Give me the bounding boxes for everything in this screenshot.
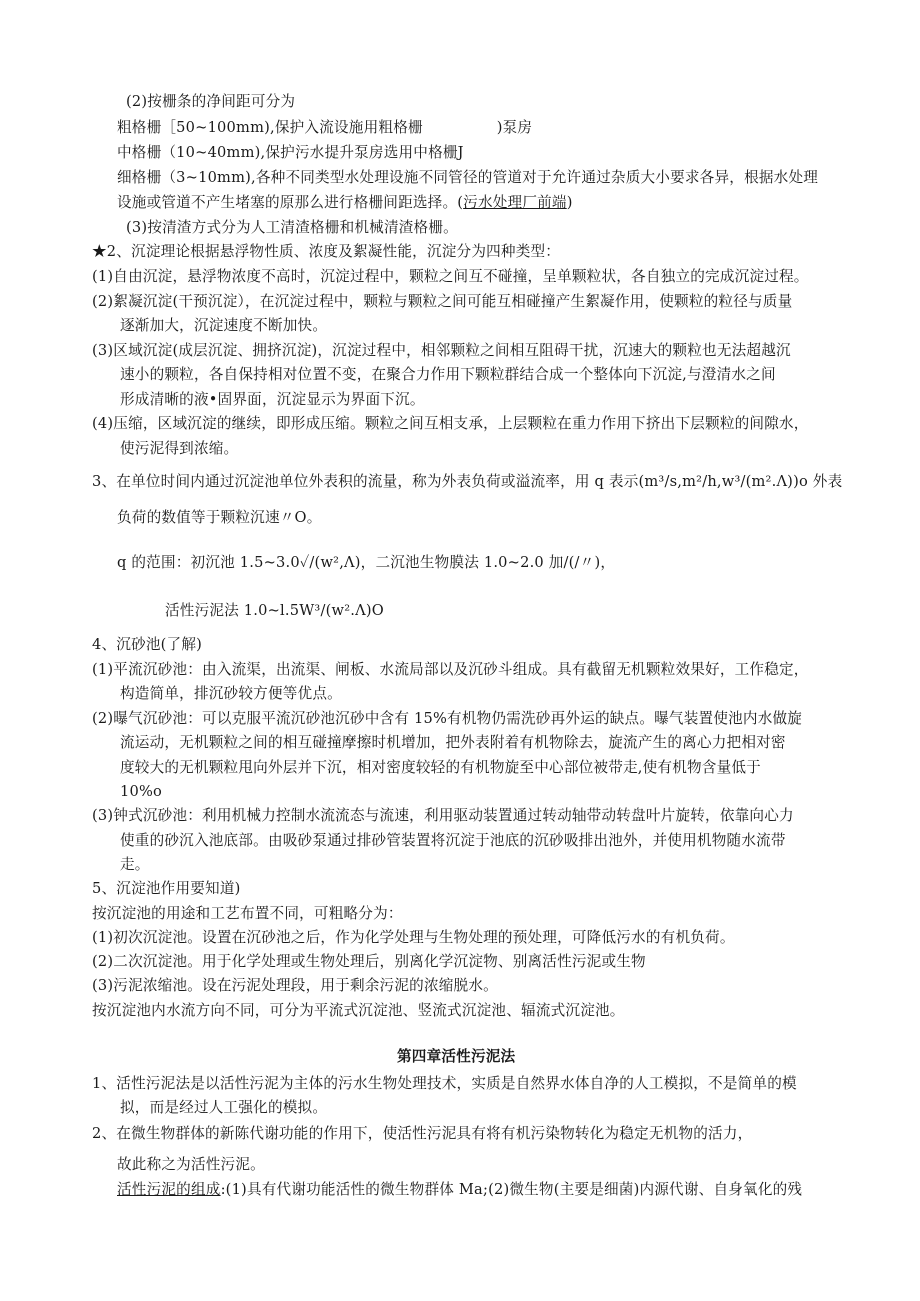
- line-text: (2)絮凝沉淀(干预沉淀），在沉淀过程中，颗粒与颗粒之间可能互相碰撞产生絮凝作用，使颗粒的粒径与质量: [92, 293, 793, 310]
- text-line: [92, 414, 809, 434]
- text-line: [120, 782, 162, 802]
- line-text: 按沉淀池内水流方向不同，可分为平流式沉淀池、竖流式沉淀池、辐流式沉淀池。: [92, 1002, 625, 1019]
- text-line: [120, 1098, 327, 1118]
- text-line: [117, 193, 573, 213]
- line-text: 中格栅（10~40mm),保护污水提升泵房选用中格栅J: [117, 144, 464, 161]
- line-text: 使污泥得到浓缩。: [120, 440, 239, 457]
- line-text: 负荷的数值等于颗粒沉速〃O。: [117, 509, 322, 526]
- text-line: [92, 709, 802, 729]
- underlined-text: 污水处理厂前端: [463, 194, 567, 211]
- line-text: 粗格栅［50~100mm),保护入流设施用粗格栅 )泵房: [117, 119, 533, 136]
- line-text: 活性污泥法 1.0~l.5W³/(w².Λ)O: [165, 602, 384, 619]
- section-heading: [397, 1047, 515, 1067]
- line-text: 10%o: [120, 783, 163, 800]
- line-text: 形成清晰的液•固界面，沉淀显示为界面下沉。: [120, 391, 425, 408]
- line-text: 度较大的无机颗粒甩向外层并下沉，相对密度较轻的有机物旋至中心部位被带走,使有机物含量低于: [120, 759, 761, 776]
- text-line: [92, 341, 791, 361]
- text-line: [120, 855, 150, 875]
- text-line: [120, 733, 786, 753]
- line-text: (1)初次沉淀池。设置在沉砂池之后，作为化学处理与生物处理的预处理，可降低污水的有机负荷。: [92, 929, 735, 946]
- text-line: [92, 1124, 752, 1144]
- line-text: (2)曝气沉砂池：可以克服平流沉砂池沉砂中含有 15%有机物仍需洗砂再外运的缺点。曝气装置使池内水做旋: [92, 710, 803, 727]
- text-line: [92, 1074, 797, 1094]
- line-text: 拟，而是经过人工强化的模拟。: [120, 1099, 328, 1116]
- text-line: [117, 118, 532, 138]
- line-text: 按沉淀池的用途和工艺布置不同，可粗略分为：: [92, 905, 403, 922]
- text-line: [117, 1180, 802, 1200]
- line-text-continued: ): [566, 194, 573, 211]
- text-line: [120, 831, 786, 851]
- line-text: 1、活性污泥法是以活性污泥为主体的污水生物处理技术，实质是自然界水体自净的人工模拟，不是简单的模: [92, 1075, 797, 1092]
- line-text: 4、沉砂池(了解): [92, 636, 203, 653]
- line-text: (3)污泥浓缩池。设在污泥处理段，用于剩余污泥的浓缩脱水。: [92, 977, 498, 994]
- line-text: (3)区域沉淀(成层沉淀、拥挤沉淀)，沉淀过程中，相邻颗粒之间相互阻碍干扰，沉速大的颗粒也无法超越沉: [92, 342, 791, 359]
- line-text: (1)平流沉砂池：由入流渠，出流渠、闸板、水流局部以及沉砂斗组成。具有截留无机颗粒效果好，工作稳定，: [92, 661, 809, 678]
- text-line: [117, 508, 321, 528]
- text-line: [92, 267, 809, 287]
- line-text: 走。: [120, 856, 150, 873]
- text-line: [120, 390, 425, 410]
- line-text: 5、沉淀池作用要知道): [92, 880, 241, 897]
- text-line: [120, 365, 776, 385]
- line-text: 细格栅（3~10mm),各种不同类型水处理设施不同管径的管道对于允许通过杂质大小要求各异，根据水处理: [117, 169, 819, 186]
- text-line: [117, 1155, 265, 1175]
- line-text: ★2、沉淀理论根据悬浮物性质、浓度及絮凝性能，沉淀分为四种类型：: [92, 243, 561, 260]
- line-text: (3)按清渣方式分为人工清渣格栅和机械清渣格栅。: [126, 219, 458, 236]
- line-text: (3)钟式沉砂池：利用机械力控制水流流态与流速，利用驱动装置通过转动轴带动转盘叶片旋转，依靠向心力: [92, 807, 794, 824]
- text-line: [92, 242, 560, 262]
- line-text: 3、在单位时间内通过沉淀池单位外表积的流量，称为外表负荷或溢流率，用 q 表示(m³/s,m²/h,w³/(m².Λ))o 外表: [92, 473, 843, 490]
- text-line: [92, 1001, 625, 1021]
- line-text: 设施或管道不产生堵塞的原那么进行格栅间距选择。(: [117, 194, 464, 211]
- text-line: [92, 879, 241, 899]
- text-line: [117, 143, 464, 163]
- text-line: [92, 292, 792, 312]
- line-text: (2)二次沉淀池。用于化学处理或生物处理后，别离化学沉淀物、别离活性污泥或生物: [92, 953, 646, 970]
- text-line: [120, 316, 327, 336]
- text-line: [165, 601, 384, 621]
- line-text: 流运动，无机颗粒之间的相互碰撞摩擦时机增加，把外表附着有机物除去，旋流产生的离心力把相对密: [120, 734, 786, 751]
- line-text: 速小的颗粒，各自保持相对位置不变，在聚合力作用下颗粒群结合成一个整体向下沉淀,与澄清水之间: [120, 366, 776, 383]
- line-text: 2、在微生物群体的新陈代谢功能的作用下，使活性污泥具有将有机污染物转化为稳定无机物的活力，: [92, 1125, 753, 1142]
- text-line: [120, 758, 761, 778]
- line-text: 故此称之为活性污泥。: [117, 1156, 265, 1173]
- text-line: [117, 553, 615, 573]
- text-line: [92, 472, 842, 492]
- line-text: (4)压缩，区域沉淀的继续，即形成压缩。颗粒之间互相支承，上层颗粒在重力作用下挤出下层颗粒的间隙水，: [92, 415, 809, 432]
- line-text: (2)按栅条的净间距可分为: [126, 93, 296, 110]
- text-line: [120, 439, 238, 459]
- text-line: [92, 976, 498, 996]
- text-line: [92, 952, 646, 972]
- line-text: 使重的砂沉入池底部。由吸砂泵通过排砂管装置将沉淀于池底的沉砂吸排出池外，并使用机物随水流带: [120, 832, 786, 849]
- text-line: [92, 660, 809, 680]
- line-text: q 的范围：初沉池 1.5~3.0✓/(w²,Λ)，二沉池生物膜法 1.0~2.0 加/(/〃)，: [117, 554, 616, 571]
- text-line: [126, 92, 295, 112]
- text-line: [92, 928, 735, 948]
- text-line: [120, 684, 342, 704]
- line-text: 第四章活性污泥法: [397, 1048, 516, 1065]
- text-line: [117, 168, 818, 188]
- text-line: [92, 635, 202, 655]
- line-text-continued: :(1)具有代谢功能活性的微生物群体 Ma;(2)微生物(主要是细菌)内源代谢、自身氧化的残: [220, 1181, 803, 1198]
- line-text: (1)自由沉淀，悬浮物浓度不高时，沉淀过程中，颗粒之间互不碰撞，呈单颗粒状，各自独立的完成沉淀过程。: [92, 268, 809, 285]
- text-line: [92, 806, 794, 826]
- text-line: [92, 904, 403, 924]
- line-text: 逐渐加大，沉淀速度不断加快。: [120, 317, 328, 334]
- underlined-text: 活性污泥的组成: [117, 1181, 221, 1198]
- text-line: [126, 218, 458, 238]
- line-text: 构造简单，排沉砂较方便等优点。: [120, 685, 342, 702]
